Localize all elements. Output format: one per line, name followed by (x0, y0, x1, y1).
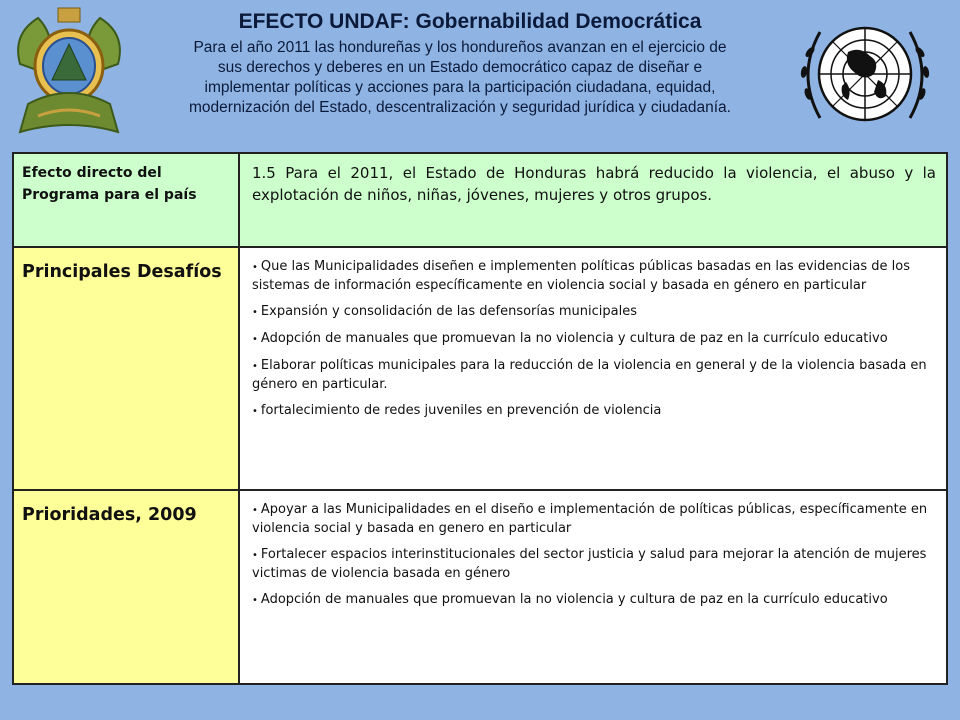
slide-header (0, 0, 960, 150)
un-emblem-icon (790, 12, 940, 138)
bullet-icon: • (252, 307, 258, 318)
subtitle-line: modernización del Estado, descentralización y seguridad jurídica y ciudadanía. (189, 99, 731, 116)
subtitle-line: implementar políticas y acciones para la participación ciudadana, equidad, (204, 79, 716, 96)
bullet-icon: • (252, 262, 258, 273)
bullet-icon: • (252, 550, 258, 561)
bullet-list (252, 501, 936, 610)
footer-band (0, 690, 960, 720)
bullet-icon: • (252, 406, 258, 417)
table-row-efecto-directo (14, 154, 946, 248)
list-item: • Fortalecer espacios interinstitucionales del sector justicia y salud para mejorar la atención de mujeres victimas de violencia basada en género (252, 547, 927, 581)
row-label: Prioridades, 2009 (14, 491, 240, 683)
row-content (240, 248, 946, 489)
bullet-icon: • (252, 505, 258, 516)
content-table (12, 152, 948, 685)
bullet-icon: • (252, 361, 258, 372)
bullet-icon: • (252, 595, 258, 606)
bullet-icon: • (252, 334, 258, 345)
table-row-prioridades (14, 491, 946, 683)
list-item: • Adopción de manuales que promuevan la no violencia y cultura de paz en la currículo educativo (252, 331, 888, 346)
row-label: Principales Desafíos (14, 248, 240, 489)
row-label: Efecto directo del Programa para el país (14, 154, 240, 246)
row-content (240, 491, 946, 683)
list-item: • Elaborar políticas municipales para la reducción de la violencia en general y de la violencia basada en género en particular. (252, 358, 927, 392)
bullet-list (252, 258, 936, 421)
page-title: EFECTO UNDAF: Gobernabilidad Democrática (238, 10, 702, 33)
page-subtitle (120, 38, 800, 118)
list-item: • fortalecimiento de redes juveniles en prevención de violencia (252, 403, 662, 418)
subtitle-line: Para el año 2011 las hondureñas y los hondureños avanzan en el ejercicio de (193, 39, 727, 56)
list-item: • Apoyar a las Municipalidades en el diseño e implementación de políticas públicas, específicamente en violencia social y basada en genero en particular (252, 502, 928, 536)
subtitle-line: sus derechos y deberes en un Estado democrático capaz de diseñar e (217, 59, 703, 76)
honduras-coat-of-arms-icon (8, 4, 130, 144)
list-item: • Expansión y consolidación de las defensorías municipales (252, 304, 637, 319)
row-text: 1.5 Para el 2011, el Estado de Honduras habrá reducido la violencia, el abuso y la explotación de niños, niñas, jóvenes, mujeres y otros grupos. (252, 164, 936, 204)
list-item: • Adopción de manuales que promuevan la no violencia y cultura de paz en la currículo educativo (252, 592, 888, 607)
table-row-principales-desafios (14, 248, 946, 491)
list-item: • Que las Municipalidades diseñen e implementen políticas públicas basadas en las evidencias de los sistemas de información específicamente en violencia social y basada en género en particular (252, 259, 910, 293)
